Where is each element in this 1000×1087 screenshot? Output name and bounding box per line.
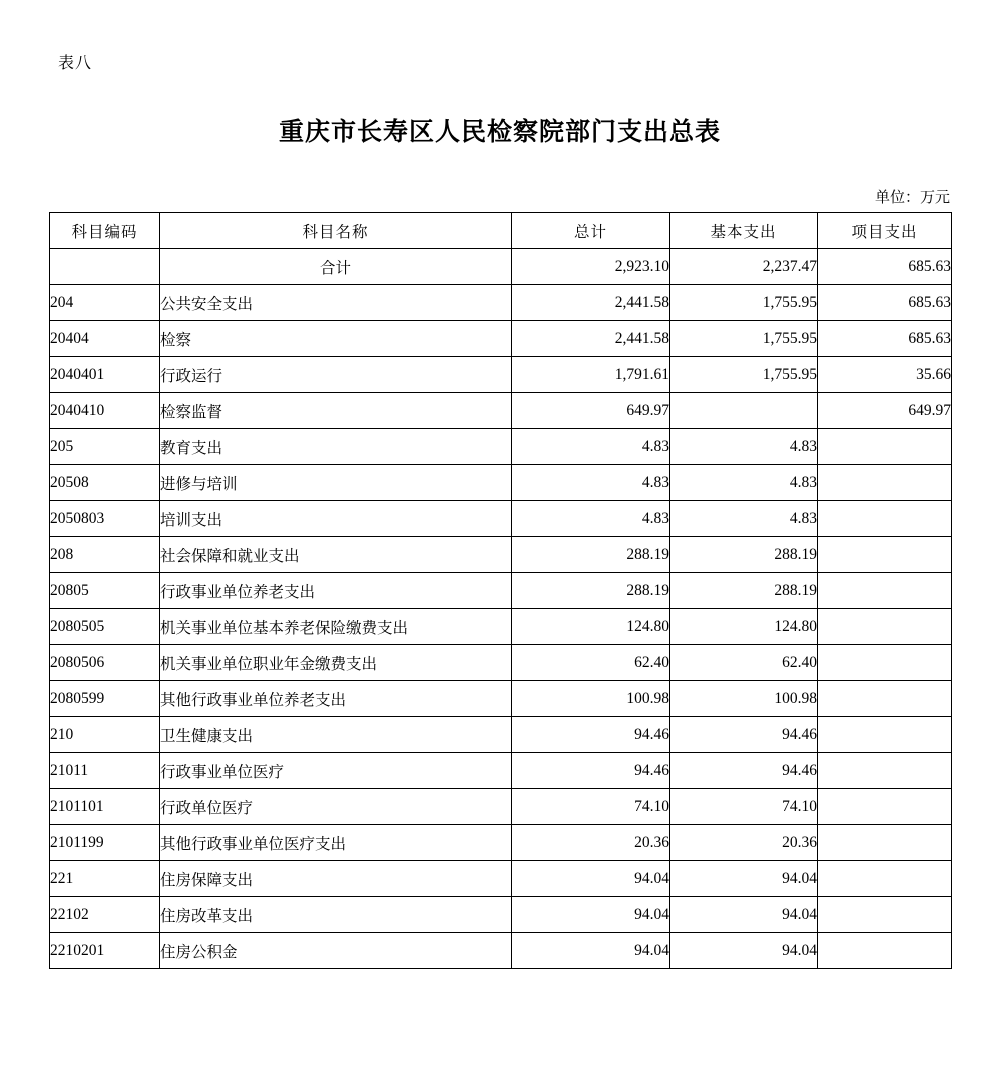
cell-subject-code: 210	[50, 717, 160, 753]
table-row	[50, 861, 952, 897]
column-header-basic: 基本支出	[670, 213, 818, 249]
cell-project	[818, 645, 952, 681]
cell-basic: 94.04	[670, 897, 818, 933]
table-row	[50, 825, 952, 861]
cell-subject-code: 205	[50, 429, 160, 465]
cell-subject-name: 卫生健康支出	[160, 717, 512, 753]
cell-total: 4.83	[512, 465, 670, 501]
table-row	[50, 249, 952, 285]
form-label: 表八	[58, 55, 93, 72]
cell-project	[818, 933, 952, 969]
cell-project	[818, 861, 952, 897]
cell-basic: 94.04	[670, 933, 818, 969]
table-row	[50, 717, 952, 753]
cell-subject-name: 行政单位医疗	[160, 789, 512, 825]
expenditure-table	[49, 212, 952, 969]
table-row	[50, 609, 952, 645]
cell-subject-code: 2101199	[50, 825, 160, 861]
cell-basic: 94.04	[670, 861, 818, 897]
cell-subject-code: 2080506	[50, 645, 160, 681]
cell-subject-name: 行政事业单位养老支出	[160, 573, 512, 609]
cell-subject-code: 21011	[50, 753, 160, 789]
cell-basic: 4.83	[670, 429, 818, 465]
cell-subject-code: 2080505	[50, 609, 160, 645]
cell-subject-code: 204	[50, 285, 160, 321]
cell-basic: 100.98	[670, 681, 818, 717]
table-row	[50, 537, 952, 573]
table-row	[50, 285, 952, 321]
cell-subject-code: 2210201	[50, 933, 160, 969]
unit-note: 单位：万元	[874, 190, 950, 206]
table-row	[50, 933, 952, 969]
cell-subject-code: 20508	[50, 465, 160, 501]
cell-total: 2,923.10	[512, 249, 670, 285]
cell-subject-name: 行政事业单位医疗	[160, 753, 512, 789]
cell-total: 4.83	[512, 429, 670, 465]
cell-basic: 288.19	[670, 573, 818, 609]
cell-subject-name: 进修与培训	[160, 465, 512, 501]
table-row	[50, 681, 952, 717]
cell-subject-name: 教育支出	[160, 429, 512, 465]
cell-basic: 1,755.95	[670, 357, 818, 393]
table-row	[50, 429, 952, 465]
cell-basic: 1,755.95	[670, 321, 818, 357]
cell-subject-name: 住房改革支出	[160, 897, 512, 933]
cell-subject-code: 208	[50, 537, 160, 573]
cell-project: 649.97	[818, 393, 952, 429]
table-row	[50, 645, 952, 681]
column-header-code: 科目编码	[50, 213, 160, 249]
cell-subject-code: 20805	[50, 573, 160, 609]
table-row	[50, 393, 952, 429]
cell-subject-name: 住房公积金	[160, 933, 512, 969]
cell-project: 685.63	[818, 285, 952, 321]
table-row	[50, 789, 952, 825]
cell-basic: 288.19	[670, 537, 818, 573]
cell-total: 94.04	[512, 933, 670, 969]
cell-basic: 1,755.95	[670, 285, 818, 321]
cell-subject-name: 其他行政事业单位养老支出	[160, 681, 512, 717]
cell-basic: 4.83	[670, 465, 818, 501]
cell-total: 649.97	[512, 393, 670, 429]
cell-subject-name: 检察监督	[160, 393, 512, 429]
cell-subject-code: 2101101	[50, 789, 160, 825]
table-row	[50, 357, 952, 393]
table-row	[50, 897, 952, 933]
table-row	[50, 321, 952, 357]
cell-total: 124.80	[512, 609, 670, 645]
cell-subject-code: 20404	[50, 321, 160, 357]
cell-basic: 4.83	[670, 501, 818, 537]
cell-subject-name: 培训支出	[160, 501, 512, 537]
table-body	[50, 249, 952, 969]
table-row	[50, 501, 952, 537]
cell-subject-code	[50, 249, 160, 285]
cell-subject-name: 行政运行	[160, 357, 512, 393]
cell-subject-code: 2040401	[50, 357, 160, 393]
column-header-total: 总计	[512, 213, 670, 249]
table-header	[50, 213, 952, 249]
page-title: 重庆市长寿区人民检察院部门支出总表	[278, 119, 721, 146]
cell-total: 4.83	[512, 501, 670, 537]
cell-project	[818, 897, 952, 933]
table-row	[50, 465, 952, 501]
cell-project	[818, 825, 952, 861]
cell-subject-code: 2050803	[50, 501, 160, 537]
cell-subject-name: 其他行政事业单位医疗支出	[160, 825, 512, 861]
cell-basic: 94.46	[670, 753, 818, 789]
table-header-row	[50, 213, 952, 249]
cell-basic: 62.40	[670, 645, 818, 681]
cell-basic: 20.36	[670, 825, 818, 861]
cell-subject-name: 公共安全支出	[160, 285, 512, 321]
cell-total: 62.40	[512, 645, 670, 681]
cell-total: 2,441.58	[512, 321, 670, 357]
cell-total: 74.10	[512, 789, 670, 825]
cell-basic: 74.10	[670, 789, 818, 825]
cell-project	[818, 753, 952, 789]
cell-project	[818, 681, 952, 717]
cell-project	[818, 717, 952, 753]
cell-project	[818, 789, 952, 825]
cell-total: 94.04	[512, 897, 670, 933]
cell-project	[818, 501, 952, 537]
cell-basic: 2,237.47	[670, 249, 818, 285]
cell-project	[818, 537, 952, 573]
cell-total: 100.98	[512, 681, 670, 717]
cell-subject-code: 2040410	[50, 393, 160, 429]
cell-project	[818, 465, 952, 501]
cell-total: 288.19	[512, 537, 670, 573]
cell-project: 685.63	[818, 321, 952, 357]
cell-subject-code: 2080599	[50, 681, 160, 717]
cell-total: 1,791.61	[512, 357, 670, 393]
cell-total: 94.04	[512, 861, 670, 897]
cell-basic: 124.80	[670, 609, 818, 645]
cell-subject-code: 221	[50, 861, 160, 897]
table-row	[50, 753, 952, 789]
cell-basic	[670, 393, 818, 429]
column-header-project: 项目支出	[818, 213, 952, 249]
table-row	[50, 573, 952, 609]
cell-subject-name: 合计	[160, 249, 512, 285]
cell-total: 20.36	[512, 825, 670, 861]
cell-subject-name: 社会保障和就业支出	[160, 537, 512, 573]
cell-project	[818, 429, 952, 465]
cell-basic: 94.46	[670, 717, 818, 753]
column-header-name: 科目名称	[160, 213, 512, 249]
cell-project: 35.66	[818, 357, 952, 393]
cell-total: 288.19	[512, 573, 670, 609]
cell-project: 685.63	[818, 249, 952, 285]
cell-project	[818, 609, 952, 645]
cell-subject-name: 检察	[160, 321, 512, 357]
cell-total: 2,441.58	[512, 285, 670, 321]
cell-project	[818, 573, 952, 609]
cell-subject-name: 住房保障支出	[160, 861, 512, 897]
cell-subject-code: 22102	[50, 897, 160, 933]
cell-subject-name: 机关事业单位基本养老保险缴费支出	[160, 609, 512, 645]
cell-total: 94.46	[512, 717, 670, 753]
cell-subject-name: 机关事业单位职业年金缴费支出	[160, 645, 512, 681]
cell-total: 94.46	[512, 753, 670, 789]
